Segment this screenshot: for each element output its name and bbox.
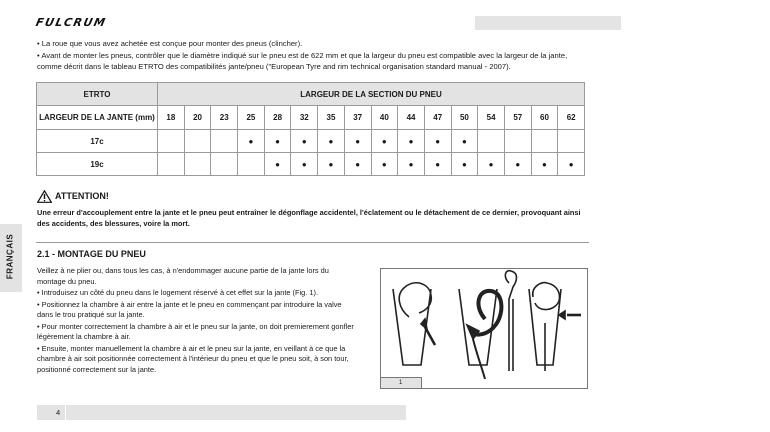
language-tab-label: FRANÇAIS xyxy=(5,233,15,280)
figure-number: 1 xyxy=(399,380,403,386)
warning-text: Une erreur d'accouplement entre la jante et le pneu peut entraîner le dégonflage accidentel, l'éclatement ou le détachement de ce dernier, provoquant ainsi des accidents, des blessures, voire la mort. xyxy=(37,208,581,228)
rim-label: 19c xyxy=(37,153,158,176)
tyre-section-icon xyxy=(533,283,560,310)
valve-icon xyxy=(505,271,516,371)
compatible-mark: ● xyxy=(424,130,451,153)
tyre-width-header: 23 xyxy=(211,106,238,130)
page-number: 4 xyxy=(56,408,61,417)
compatible-mark: ● xyxy=(531,153,558,176)
compatible-mark: ● xyxy=(264,130,291,153)
tyre-width-header: 35 xyxy=(318,106,345,130)
body-paragraph: • Introduisez un côté du pneu dans le logement réservé à cet effet sur la jante (Fig. 1). xyxy=(37,288,318,297)
compatible-mark: ● xyxy=(451,130,478,153)
section-divider xyxy=(36,242,589,243)
header-bar xyxy=(475,16,621,30)
tyre-width-header: 28 xyxy=(264,106,291,130)
tyre-width-header: 54 xyxy=(478,106,505,130)
inner-tube-icon xyxy=(471,291,501,335)
rim-label: 17c xyxy=(37,130,158,153)
compatible-mark: ● xyxy=(371,130,398,153)
compatible-mark: ● xyxy=(238,130,265,153)
intro-bullets xyxy=(37,38,592,73)
warning-title: ATTENTION! xyxy=(55,190,109,201)
warning-heading xyxy=(37,190,109,203)
empty-cell xyxy=(504,130,531,153)
section-title: 2.1 - MONTAGE DU PNEU xyxy=(37,249,146,259)
tyre-width-header: 25 xyxy=(238,106,265,130)
intro-bullet-2: • Avant de monter les pneus, contrôler que le diamètre indiqué sur le pneu est de 622 mm et que la largeur du pneu est compatible avec la largeur de la jante, comme décrit dans le tableau ETRTO des compatibilités jante/pneu ("European Tyre and rim technical organisation standard manual - 2007). xyxy=(37,51,568,71)
tyre-width-header: 50 xyxy=(451,106,478,130)
row-label-rim-width: LARGEUR DE LA JANTE (mm) xyxy=(37,106,158,130)
page-number-box xyxy=(37,405,65,420)
body-paragraph: Veillez à ne plier ou, dans tous les cas, à n'endommager aucune partie de la jante lors du montage du pneu. xyxy=(37,266,329,286)
tyre-width-header: 62 xyxy=(558,106,585,130)
tyre-width-header: 60 xyxy=(531,106,558,130)
body-paragraph: • Pour monter correctement la chambre à air et le pneu sur la jante, on doit premierement gonfler légèrement la chambre à air. xyxy=(37,321,354,341)
compatible-mark: ● xyxy=(424,153,451,176)
warning-icon xyxy=(37,190,52,203)
tyre-width-header: 57 xyxy=(504,106,531,130)
compatible-mark: ● xyxy=(558,153,585,176)
compatible-mark: ● xyxy=(318,130,345,153)
empty-cell xyxy=(184,130,211,153)
compatible-mark: ● xyxy=(344,130,371,153)
empty-cell xyxy=(184,153,211,176)
tyre-width-header: 37 xyxy=(344,106,371,130)
tyre-width-header: 44 xyxy=(398,106,425,130)
body-paragraph: • Ensuite, monter manuellement la chambre à air et le pneu sur la jante, en veillant à ce que la chambre à air soit positionnée correctement à l'intérieur du pneu et que le pneu soit, à son tour, positionné correctement sur la jante. xyxy=(37,343,349,374)
empty-cell xyxy=(158,153,185,176)
empty-cell xyxy=(558,130,585,153)
header-section-width: LARGEUR DE LA SECTION DU PNEU xyxy=(158,83,585,106)
compatible-mark: ● xyxy=(318,153,345,176)
empty-cell xyxy=(478,130,505,153)
intro-bullet-1: • La roue que vous avez achetée est conçue pour monter des pneus (clincher). xyxy=(37,39,303,48)
compatibility-table xyxy=(36,82,585,176)
tyre-mounting-figure xyxy=(380,268,588,389)
compatible-mark: ● xyxy=(504,153,531,176)
table-widths-row xyxy=(37,106,585,130)
tyre-bead-icon xyxy=(399,283,431,317)
empty-cell xyxy=(211,130,238,153)
compatible-mark: ● xyxy=(264,153,291,176)
tyre-width-header: 20 xyxy=(184,106,211,130)
compatible-mark: ● xyxy=(398,130,425,153)
tyre-width-header: 47 xyxy=(424,106,451,130)
footer-bar xyxy=(66,405,406,420)
compatible-mark: ● xyxy=(398,153,425,176)
tyre-width-header: 40 xyxy=(371,106,398,130)
compatible-mark: ● xyxy=(291,130,318,153)
compatible-mark: ● xyxy=(478,153,505,176)
table-row-19c xyxy=(37,153,585,176)
empty-cell xyxy=(531,130,558,153)
figure-number-tab xyxy=(380,377,422,389)
header-etrto: ETRTO xyxy=(37,83,158,106)
tyre-width-header: 18 xyxy=(158,106,185,130)
body-paragraph: • Positionnez la chambre à air entre la jante et le pneu en commençant par introduire la valve dans le trou pratiqué sur la jante. xyxy=(37,299,342,319)
table-row-17c xyxy=(37,130,585,153)
tyre-mounting-illustration xyxy=(381,269,587,388)
section-body xyxy=(37,266,357,376)
empty-cell xyxy=(158,130,185,153)
brand-logo: FULCRUM xyxy=(34,16,108,29)
tyre-width-header: 32 xyxy=(291,106,318,130)
empty-cell xyxy=(211,153,238,176)
compatible-mark: ● xyxy=(371,153,398,176)
compatible-mark: ● xyxy=(451,153,478,176)
table-header-row xyxy=(37,83,585,106)
empty-cell xyxy=(238,153,265,176)
compatible-mark: ● xyxy=(344,153,371,176)
compatible-mark: ● xyxy=(291,153,318,176)
